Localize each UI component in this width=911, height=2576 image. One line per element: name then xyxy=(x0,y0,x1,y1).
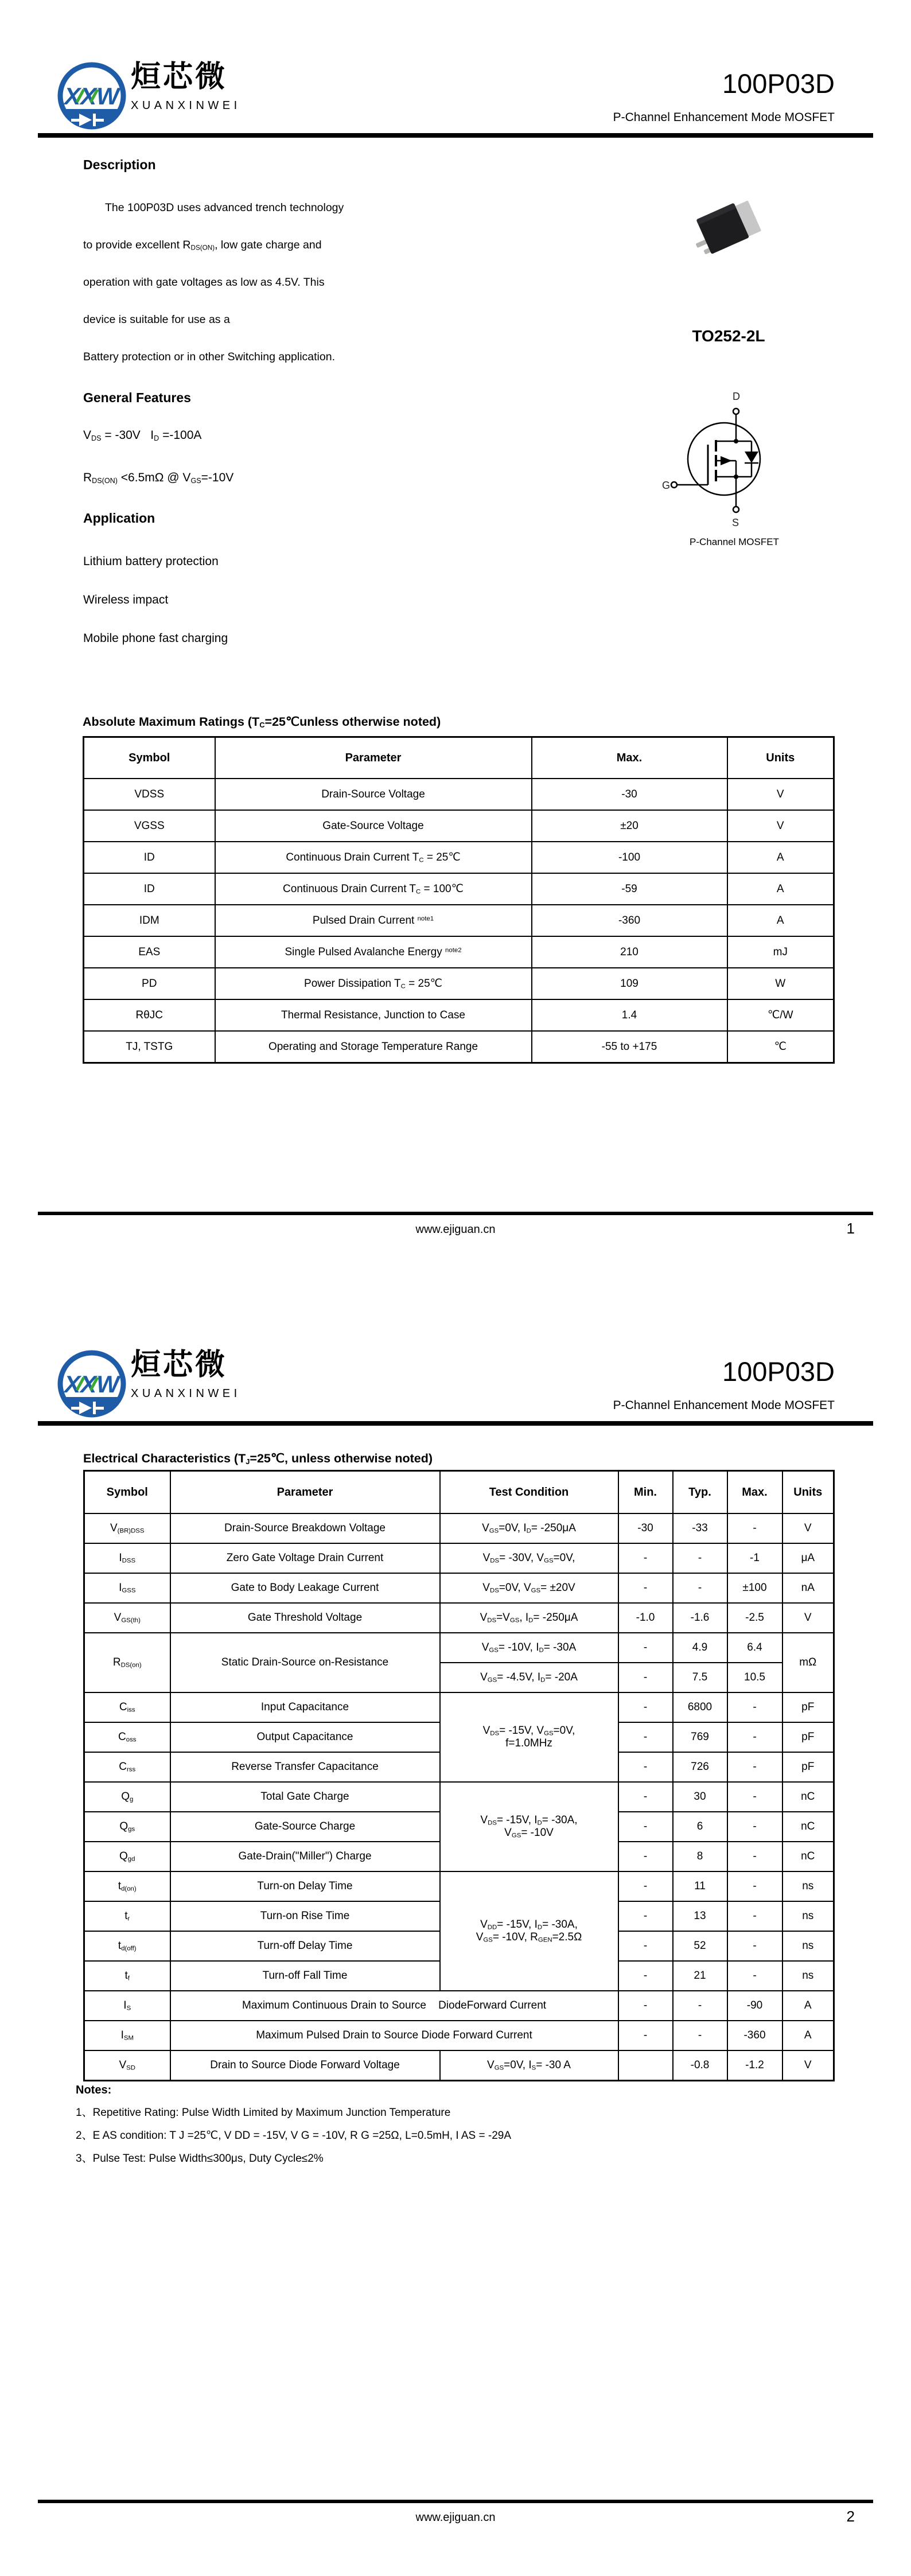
table-cell: - xyxy=(727,1722,782,1752)
table-cell: Total Gate Charge xyxy=(170,1782,440,1812)
footer-rule xyxy=(38,2500,873,2503)
svg-text:XXW: XXW xyxy=(64,1371,119,1398)
table-cell: 30 xyxy=(673,1782,727,1812)
table-cell: μA xyxy=(782,1543,834,1573)
table-cell: A xyxy=(727,873,834,905)
table-cell: - xyxy=(618,1961,673,1991)
table-row xyxy=(84,1603,834,1633)
table-cell: V xyxy=(727,779,834,810)
table-cell: - xyxy=(727,1901,782,1931)
table-cell: -1.6 xyxy=(673,1603,727,1633)
page-number: 1 xyxy=(846,1220,855,1237)
application-line: Mobile phone fast charging xyxy=(83,632,228,645)
table-cell: -1.2 xyxy=(727,2050,782,2081)
table-cell: - xyxy=(727,1782,782,1812)
table-cell: $V_{GS(th)}$ xyxy=(84,1603,170,1633)
note-line: 3、Pulse Test: Pulse Width≤300μs, Duty Cycle≤2% xyxy=(76,2153,324,2165)
table-cell: Power Dissipation $T_C$ = 25℃ xyxy=(215,968,532,999)
table-cell: Drain-Source Voltage xyxy=(215,779,532,810)
table-cell: 21 xyxy=(673,1961,727,1991)
brand-name-en: XUANXINWEI xyxy=(131,1387,241,1400)
table-cell: 7.5 xyxy=(673,1663,727,1692)
application-line: Lithium battery protection xyxy=(83,555,219,568)
table-row xyxy=(84,1871,834,1901)
company-logo xyxy=(57,62,241,131)
description-text xyxy=(83,189,427,376)
header-subtitle: P-Channel Enhancement Mode MOSFET xyxy=(613,111,835,124)
table-cell: - xyxy=(727,1961,782,1991)
table-cell: W xyxy=(727,968,834,999)
table-cell: V xyxy=(782,1513,834,1543)
table-cell: Output Capacitance xyxy=(170,1722,440,1752)
table-cell: A xyxy=(782,2021,834,2050)
table-cell: -55 to +175 xyxy=(532,1031,727,1063)
table-cell: ns xyxy=(782,1871,834,1901)
table-cell: - xyxy=(727,1871,782,1901)
table-cell: V xyxy=(727,810,834,842)
table-cell: -1 xyxy=(727,1543,782,1573)
header-rule xyxy=(38,133,873,138)
table-cell: - xyxy=(618,1991,673,2021)
table-cell: $t_r$ xyxy=(84,1901,170,1931)
table-cell: ID xyxy=(84,873,215,905)
table-cell: Operating and Storage Temperature Range xyxy=(215,1031,532,1063)
table-cell: - xyxy=(618,1782,673,1812)
feature-line: $R_{DS(ON)} <6.5m\Omega$ @ $V_{GS}=-10V$ xyxy=(83,471,234,485)
electrical-characteristics-table xyxy=(83,1470,835,2081)
column-header: Units xyxy=(727,737,834,779)
column-header: Symbol xyxy=(84,737,215,779)
table-cell: A xyxy=(782,1991,834,2021)
table-cell: Gate Threshold Voltage xyxy=(170,1603,440,1633)
table-cell: mΩ xyxy=(782,1633,834,1692)
table-cell: $V_{DS}=0V$, $V_{GS}= \pm 20V$ xyxy=(440,1573,618,1603)
table-cell: $t_{d(off)}$ xyxy=(84,1931,170,1961)
table-cell: 6800 xyxy=(673,1692,727,1722)
table-cell: nC xyxy=(782,1842,834,1871)
table-cell: $C_{oss}$ xyxy=(84,1722,170,1752)
ec-table-title: Electrical Characteristics ($T_J=25℃$, unless otherwise noted) xyxy=(83,1452,433,1466)
table-cell: Reverse Transfer Capacitance xyxy=(170,1752,440,1782)
table-cell: -360 xyxy=(727,2021,782,2050)
general-features-title: General Features xyxy=(83,390,191,405)
table-cell: ID xyxy=(84,842,215,873)
table-cell: -33 xyxy=(673,1513,727,1543)
table-cell: - xyxy=(673,2021,727,2050)
table-row xyxy=(84,1991,834,2021)
column-header: Max. xyxy=(532,737,727,779)
table-cell: 4.9 xyxy=(673,1633,727,1663)
table-cell: nC xyxy=(782,1782,834,1812)
table-cell: - xyxy=(618,1842,673,1871)
table-cell: ℃ xyxy=(727,1031,834,1063)
table-cell xyxy=(618,2050,673,2081)
table-cell: $V_{DS}= -30V$, $V_{GS}=0V$, xyxy=(440,1543,618,1573)
table-cell: 1.4 xyxy=(532,999,727,1031)
table-cell: $V_{DS}=V_{GS}$, $I_D= -250\mu A$ xyxy=(440,1603,618,1633)
brand-name-cn: 烜芯微 xyxy=(131,1348,228,1382)
table-cell: $I_{GSS}$ xyxy=(84,1573,170,1603)
table-cell: $R_{DS(on)}$ xyxy=(84,1633,170,1692)
table-cell: Static Drain-Source on-Resistance xyxy=(170,1633,440,1692)
table-cell: ns xyxy=(782,1961,834,1991)
svg-text:XXW: XXW xyxy=(64,83,119,110)
table-cell: - xyxy=(727,1692,782,1722)
brand-name-en: XUANXINWEI xyxy=(131,99,241,112)
table-cell: 6 xyxy=(673,1812,727,1842)
table-cell: - xyxy=(727,1752,782,1782)
table-cell: -2.5 xyxy=(727,1603,782,1633)
column-header: Max. xyxy=(727,1471,782,1514)
part-number: 100P03D xyxy=(722,1356,835,1387)
table-cell: $V_{DD}= -15V$, $I_D= -30A$, $V_{GS}= -10V$, $R_{GEN}=2.5\Omega$ xyxy=(440,1871,618,1991)
description-line: to provide excellent $R_{DS(ON)}$, low gate charge and xyxy=(83,239,322,252)
table-cell: -90 xyxy=(727,1991,782,2021)
brand-name-cn: 烜芯微 xyxy=(131,60,228,94)
table-cell: Gate-Source Voltage xyxy=(215,810,532,842)
application-line: Wireless impact xyxy=(83,593,169,606)
table-cell: $C_{iss}$ xyxy=(84,1692,170,1722)
table-cell: -0.8 xyxy=(673,2050,727,2081)
table-cell: Thermal Resistance, Junction to Case xyxy=(215,999,532,1031)
table-cell: Turn-on Delay Time xyxy=(170,1871,440,1901)
table-cell: pF xyxy=(782,1752,834,1782)
table-cell: $I_{DSS}$ xyxy=(84,1543,170,1573)
table-row xyxy=(84,1782,834,1812)
amr-table-title: Absolute Maximum Ratings ($T_C=25℃unless$ otherwise noted) xyxy=(83,715,441,729)
table-cell: pF xyxy=(782,1722,834,1752)
table-row xyxy=(84,968,834,999)
table-cell: $C_{rss}$ xyxy=(84,1752,170,1782)
table-cell: 11 xyxy=(673,1871,727,1901)
table-cell: - xyxy=(673,1991,727,2021)
table-row xyxy=(84,936,834,968)
pin-label-d: D xyxy=(733,391,740,402)
table-cell: - xyxy=(618,2021,673,2050)
table-cell: Drain-Source Breakdown Voltage xyxy=(170,1513,440,1543)
table-row xyxy=(84,905,834,936)
table-cell: - xyxy=(727,1513,782,1543)
table-cell: $V_{GS}=0V$, $I_D= -250\mu A$ xyxy=(440,1513,618,1543)
table-row xyxy=(84,2021,834,2050)
table-cell: - xyxy=(618,1901,673,1931)
table-cell: nA xyxy=(782,1573,834,1603)
table-cell: -30 xyxy=(618,1513,673,1543)
table-cell: $V_{DS}= -15V$, $I_D= -30A$, $V_{GS}= -10V$ xyxy=(440,1782,618,1871)
application-title: Application xyxy=(83,511,155,526)
table-cell: 10.5 xyxy=(727,1663,782,1692)
table-cell: Turn-off Delay Time xyxy=(170,1931,440,1961)
table-row xyxy=(84,1633,834,1663)
table-cell: - xyxy=(618,1663,673,1692)
footer-website: www.ejiguan.cn xyxy=(415,1223,496,1236)
table-cell: $Q_{gs}$ xyxy=(84,1812,170,1842)
table-cell: Continuous Drain Current $T_C$ = 25℃ xyxy=(215,842,532,873)
table-cell: $V_{DS}= -15V$, $V_{GS}=0V$, f=1.0MHz xyxy=(440,1692,618,1782)
table-cell: - xyxy=(727,1842,782,1871)
logo-emblem-icon xyxy=(57,1350,126,1419)
table-cell: - xyxy=(618,1931,673,1961)
description-line: operation with gate voltages as low as 4.5V. This xyxy=(83,276,325,289)
column-header: Parameter xyxy=(170,1471,440,1514)
table-cell: $I_{SM}$ xyxy=(84,2021,170,2050)
pin-label-s: S xyxy=(732,517,739,528)
package-label: TO252-2L xyxy=(692,327,765,345)
table-cell: -30 xyxy=(532,779,727,810)
table-cell: Turn-on Rise Time xyxy=(170,1901,440,1931)
table-cell: RθJC xyxy=(84,999,215,1031)
table-cell: Turn-off Fall Time xyxy=(170,1961,440,1991)
table-cell: $Q_{gd}$ xyxy=(84,1842,170,1871)
table-cell: ±20 xyxy=(532,810,727,842)
mosfet-symbol-diagram xyxy=(660,387,809,531)
table-row xyxy=(84,1031,834,1063)
table-cell: ±100 xyxy=(727,1573,782,1603)
table-cell: 769 xyxy=(673,1722,727,1752)
table-cell: 6.4 xyxy=(727,1633,782,1663)
table-cell: Maximum Continuous Drain to Source DiodeForward Current xyxy=(170,1991,618,2021)
column-header: Parameter xyxy=(215,737,532,779)
table-cell: V xyxy=(782,2050,834,2081)
description-line: The 100P03D uses advanced trench technology xyxy=(105,201,344,214)
table-cell: - xyxy=(618,1812,673,1842)
table-cell: - xyxy=(618,1543,673,1573)
package-photo xyxy=(691,200,772,271)
column-header: Test Condition xyxy=(440,1471,618,1514)
table-cell: $V_{(BR)DSS}$ xyxy=(84,1513,170,1543)
table-cell: $V_{GS}= -10V$, $I_D= -30A$ xyxy=(440,1633,618,1663)
table-cell: 210 xyxy=(532,936,727,968)
table-cell: -1.0 xyxy=(618,1603,673,1633)
table-row xyxy=(84,2050,834,2081)
table-cell: A xyxy=(727,905,834,936)
table-cell: - xyxy=(618,1692,673,1722)
column-header: Symbol xyxy=(84,1471,170,1514)
note-line: 2、E AS condition: T J =25℃, V DD = -15V, V G = -10V, R G =25Ω, L=0.5mH, I AS = -29A xyxy=(76,2130,512,2142)
symbol-caption: P-Channel MOSFET xyxy=(690,536,779,547)
table-cell: ℃/W xyxy=(727,999,834,1031)
datasheet-page-2 xyxy=(0,1288,911,2576)
table-cell: IDM xyxy=(84,905,215,936)
table-cell: 13 xyxy=(673,1901,727,1931)
company-logo xyxy=(57,1350,241,1419)
table-cell: V xyxy=(782,1603,834,1633)
table-cell: 109 xyxy=(532,968,727,999)
part-number: 100P03D xyxy=(722,68,835,99)
feature-line: $V_{DS} = -30V$ $I_D =-100A$ xyxy=(83,429,202,442)
table-cell: PD xyxy=(84,968,215,999)
table-cell: mJ xyxy=(727,936,834,968)
footer-rule xyxy=(38,1212,873,1215)
pin-label-g: G xyxy=(662,480,671,491)
table-cell: - xyxy=(727,1931,782,1961)
table-cell: -100 xyxy=(532,842,727,873)
table-cell: -59 xyxy=(532,873,727,905)
table-cell: 52 xyxy=(673,1931,727,1961)
column-header: Typ. xyxy=(673,1471,727,1514)
table-cell: nC xyxy=(782,1812,834,1842)
table-cell: $V_{GS}= -4.5V$, $I_D= -20A$ xyxy=(440,1663,618,1692)
table-row xyxy=(84,1692,834,1722)
table-header-row xyxy=(84,737,834,779)
table-cell: VGSS xyxy=(84,810,215,842)
table-cell: Zero Gate Voltage Drain Current xyxy=(170,1543,440,1573)
footer-website: www.ejiguan.cn xyxy=(415,2511,496,2524)
notes-title: Notes: xyxy=(76,2084,112,2096)
table-cell: - xyxy=(618,1633,673,1663)
table-row xyxy=(84,810,834,842)
note-line: 1、Repetitive Rating: Pulse Width Limited by Maximum Junction Temperature xyxy=(76,2107,451,2119)
table-cell: - xyxy=(673,1543,727,1573)
description-line: Battery protection or in other Switching application. xyxy=(83,351,335,363)
table-cell: A xyxy=(727,842,834,873)
logo-emblem-icon xyxy=(57,62,126,131)
table-cell: Single Pulsed Avalanche Energy $^{note2}$ xyxy=(215,936,532,968)
table-cell: $I_S$ xyxy=(84,1991,170,2021)
table-cell: 8 xyxy=(673,1842,727,1871)
table-cell: ns xyxy=(782,1901,834,1931)
absolute-maximum-ratings-table xyxy=(83,736,835,1064)
table-cell: EAS xyxy=(84,936,215,968)
table-row xyxy=(84,999,834,1031)
header-rule xyxy=(38,1421,873,1426)
table-cell: $t_{d(on)}$ xyxy=(84,1871,170,1901)
table-cell: $V_{SD}$ xyxy=(84,2050,170,2081)
table-cell: VDSS xyxy=(84,779,215,810)
table-cell: $t_f$ xyxy=(84,1961,170,1991)
table-cell: Gate-Source Charge xyxy=(170,1812,440,1842)
page-number: 2 xyxy=(846,2508,855,2525)
table-header-row xyxy=(84,1471,834,1514)
table-cell: pF xyxy=(782,1692,834,1722)
column-header: Units xyxy=(782,1471,834,1514)
description-title: Description xyxy=(83,157,156,172)
table-cell: ns xyxy=(782,1931,834,1961)
header-subtitle: P-Channel Enhancement Mode MOSFET xyxy=(613,1399,835,1412)
table-cell: $V_{GS}=0V$, $I_S= -30$ A xyxy=(440,2050,618,2081)
table-row xyxy=(84,842,834,873)
table-row xyxy=(84,779,834,810)
table-cell: Maximum Pulsed Drain to Source Diode Forward Current xyxy=(170,2021,618,2050)
table-cell: - xyxy=(727,1812,782,1842)
table-cell: 726 xyxy=(673,1752,727,1782)
table-cell: Gate to Body Leakage Current xyxy=(170,1573,440,1603)
table-row xyxy=(84,1573,834,1603)
table-cell: Pulsed Drain Current $^{note1}$ xyxy=(215,905,532,936)
table-cell: Input Capacitance xyxy=(170,1692,440,1722)
table-row xyxy=(84,1543,834,1573)
table-row xyxy=(84,1513,834,1543)
table-cell: - xyxy=(618,1752,673,1782)
table-cell: TJ, TSTG xyxy=(84,1031,215,1063)
table-cell: - xyxy=(618,1573,673,1603)
table-cell: - xyxy=(673,1573,727,1603)
table-cell: $Q_g$ xyxy=(84,1782,170,1812)
table-cell: -360 xyxy=(532,905,727,936)
table-row xyxy=(84,873,834,905)
column-header: Min. xyxy=(618,1471,673,1514)
table-cell: Drain to Source Diode Forward Voltage xyxy=(170,2050,440,2081)
description-line: device is suitable for use as a xyxy=(83,313,230,326)
table-cell: - xyxy=(618,1871,673,1901)
table-cell: Continuous Drain Current $T_C$ = 100℃ xyxy=(215,873,532,905)
table-cell: - xyxy=(618,1722,673,1752)
table-cell: Gate-Drain("Miller") Charge xyxy=(170,1842,440,1871)
